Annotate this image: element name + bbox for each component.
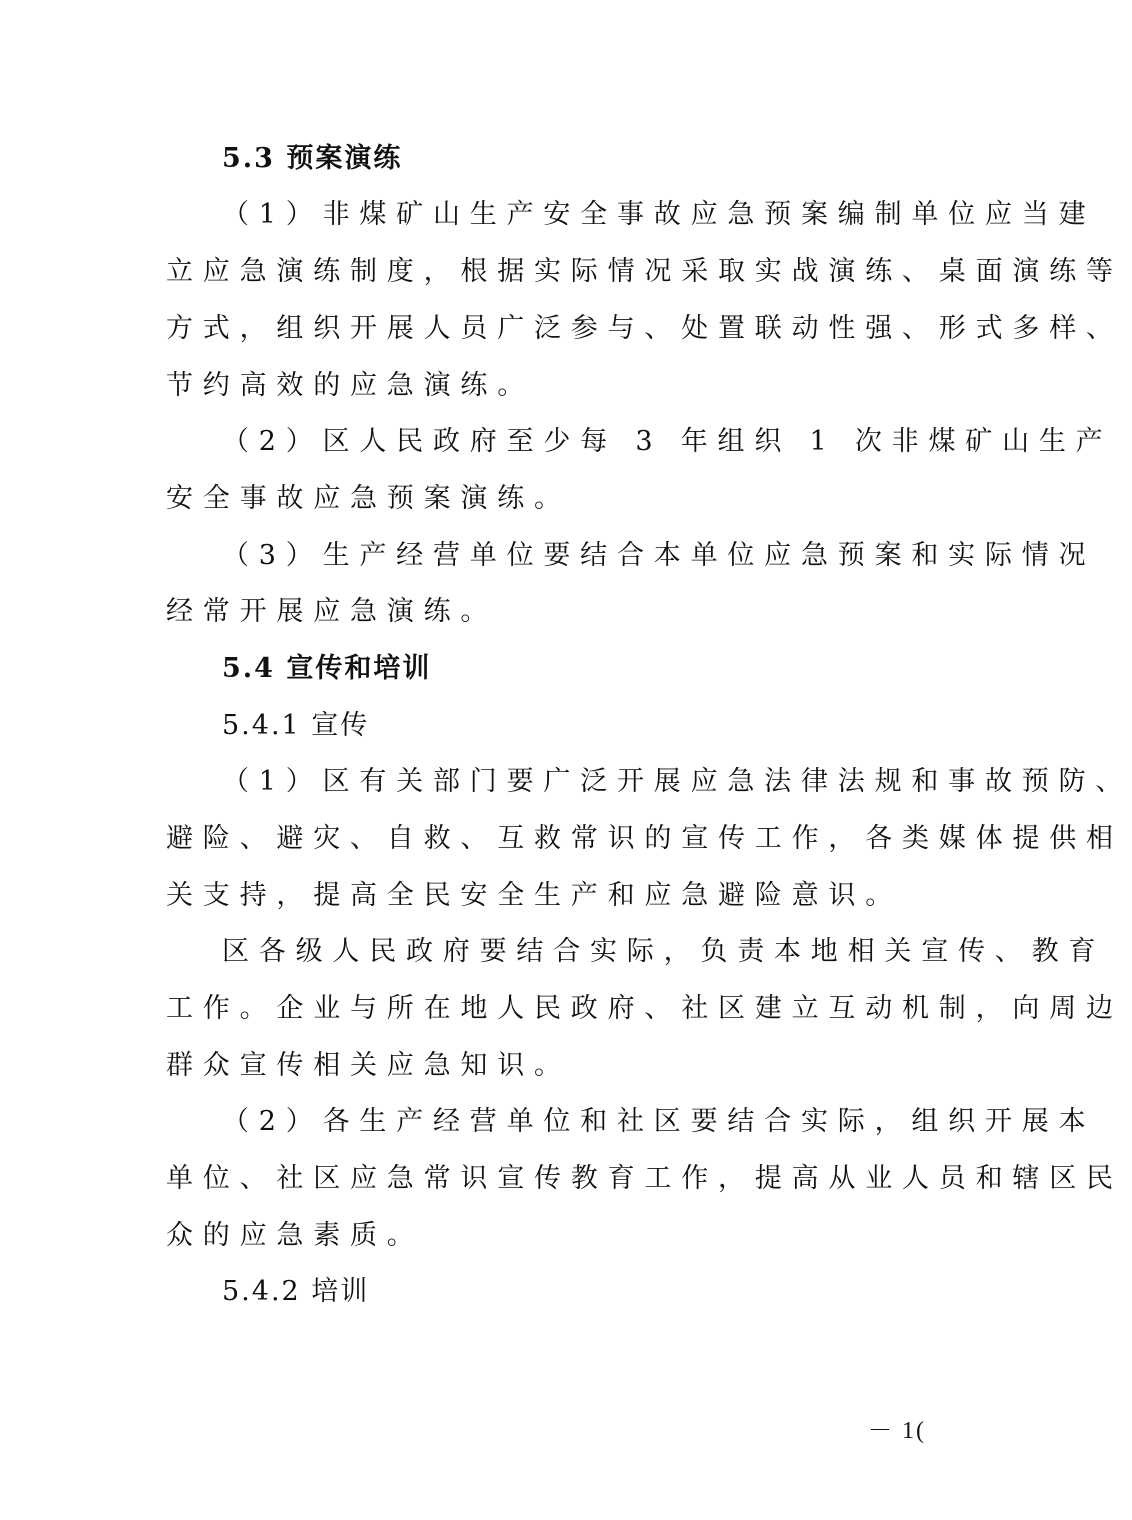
paragraph-line: （3）生产经营单位要结合本单位应急预案和实际情况 bbox=[222, 540, 1096, 571]
paragraph-line: 节约高效的应急演练。 bbox=[166, 370, 534, 401]
paragraph-line: （2）各生产经营单位和社区要结合实际，组织开展本 bbox=[222, 1106, 1096, 1137]
section-heading-5-3: 5.3 预案演练 bbox=[222, 143, 403, 174]
paragraph-line: 方式，组织开展人员广泛参与、处置联动性强、形式多样、 bbox=[166, 313, 1123, 344]
paragraph-line: 众的应急素质。 bbox=[166, 1220, 424, 1251]
paragraph-line: 工作。企业与所在地人民政府、社区建立互动机制，向周边 bbox=[166, 993, 1123, 1024]
page-number: － 1( bbox=[868, 1418, 926, 1444]
paragraph-line: 关支持，提高全民安全生产和应急避险意识。 bbox=[166, 880, 902, 911]
paragraph-line: 单位、社区应急常识宣传教育工作，提高从业人员和辖区民 bbox=[166, 1163, 1123, 1194]
paragraph-line: （1）区有关部门要广泛开展应急法律法规和事故预防、 bbox=[222, 766, 1132, 797]
paragraph-line: 区各级人民政府要结合实际，负责本地相关宣传、教育 bbox=[222, 936, 1106, 967]
paragraph-line: （1）非煤矿山生产安全事故应急预案编制单位应当建 bbox=[222, 199, 1096, 230]
subsection-heading-5-4-1: 5.4.1 宣传 bbox=[222, 710, 370, 741]
paragraph-line: 立应急演练制度，根据实际情况采取实战演练、桌面演练等 bbox=[166, 256, 1123, 287]
subsection-heading-5-4-2: 5.4.2 培训 bbox=[222, 1276, 370, 1307]
paragraph-line: 安全事故应急预案演练。 bbox=[166, 483, 571, 514]
paragraph-line: （2）区人民政府至少每 3 年组织 1 次非煤矿山生产 bbox=[222, 426, 1113, 457]
paragraph-line: 避险、避灾、自救、互救常识的宣传工作，各类媒体提供相 bbox=[166, 823, 1123, 854]
paragraph-line: 群众宣传相关应急知识。 bbox=[166, 1050, 571, 1081]
section-heading-5-4: 5.4 宣传和培训 bbox=[222, 653, 432, 684]
paragraph-line: 经常开展应急演练。 bbox=[166, 596, 498, 627]
